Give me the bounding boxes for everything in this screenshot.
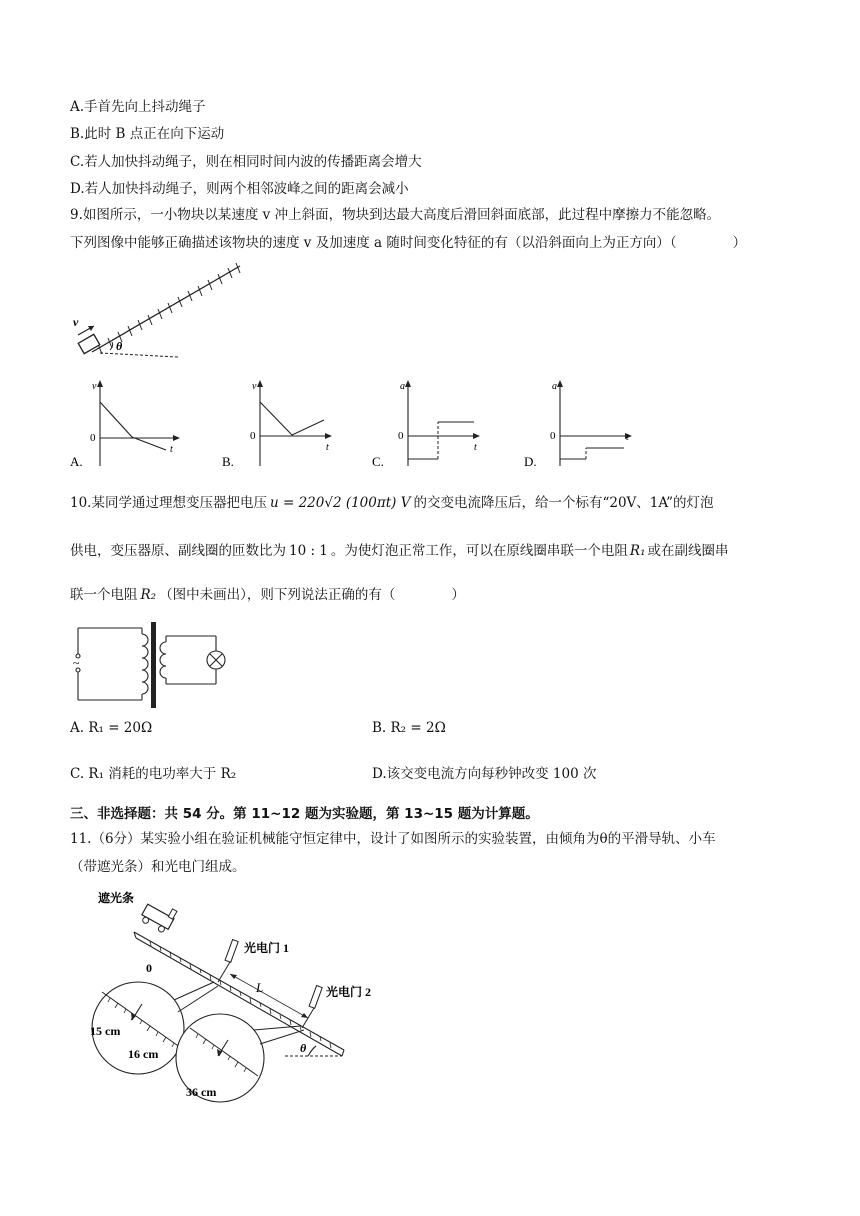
section-heading: 三、非选择题：共 54 分。第 11~12 题为实验题，第 13~15 题为计算题。: [70, 806, 539, 822]
q11-apparatus-figure: [80, 880, 380, 1099]
q10-stem-line2: 供电，变压器原、副线圈的匝数比为 10 : 1 。为使灯泡正常工作，可以在原线圈串联一个电阻 R₁ 或在副线圈串: [70, 543, 729, 559]
q11-stem-line2: （带遮光条）和光电门组成。: [70, 859, 246, 875]
transformer-circuit: [70, 620, 240, 710]
distance-label: L: [256, 980, 264, 995]
q9-graph-d: [524, 378, 644, 468]
graph-c-origin: 0: [398, 430, 404, 442]
q10-option-a: A. R₁ = 20Ω: [70, 720, 153, 736]
q10-stem-line3: 联一个电阻 R₂ （图中未画出），则下列说法正确的有（ ）: [70, 587, 465, 603]
graph-b-origin: 0: [250, 430, 256, 442]
q8-option-a: A.手首先向上抖动绳子: [70, 99, 206, 115]
ac-source-symbol: ~: [73, 656, 80, 670]
q8-option-b: B.此时 B 点正在向下运动: [70, 126, 225, 142]
gate2-label: 光电门 2: [326, 985, 372, 999]
graph-d-x-label: t: [626, 432, 629, 443]
voltage-formula: u = 220√2 (100πt) V: [269, 495, 411, 511]
graph-d-origin: 0: [550, 430, 556, 442]
mag2-reading: 36 cm: [186, 1085, 217, 1099]
graph-b-x-label: t: [326, 442, 329, 453]
graph-c-option: C.: [372, 454, 384, 469]
q9-incline-figure: [70, 260, 260, 370]
q8-option-d: D.若人加快抖动绳子，则两个相邻波峰之间的距离会减小: [70, 181, 409, 197]
q9-stem-line2: 下列图像中能够正确描述该物块的速度 v 及加速度 a 随时间变化特征的有（以沿斜面向上为正方向）（ ）: [70, 235, 747, 251]
q9-graph-a: [70, 378, 190, 468]
theta-label: θ: [300, 1041, 307, 1055]
q9-graph-c: [372, 378, 492, 468]
q10-option-c: C. R₁ 消耗的电功率大于 R₂: [70, 766, 237, 782]
graph-a-y-label: v: [92, 381, 97, 392]
q10-option-b: B. R₂ = 2Ω: [372, 720, 446, 736]
zero-label: 0: [146, 961, 152, 975]
fig-velocity-label: v: [73, 315, 79, 329]
q8-option-c: C.若人加快抖动绳子，则在相同时间内波的传播距离会增大: [70, 154, 422, 170]
graph-a-option: A.: [70, 454, 83, 469]
graph-d-option: D.: [524, 454, 537, 469]
graph-a-x-label: t: [170, 444, 173, 455]
graph-b-option: B.: [222, 454, 234, 469]
q9-graph-b: [222, 378, 342, 468]
graph-d-y-label: a: [552, 381, 557, 392]
graph-c-x-label: t: [474, 442, 477, 453]
q11-stem-line1: 11.（6分）某实验小组在验证机械能守恒定律中，设计了如图所示的实验装置，由倾角为θ的平滑导轨、小车: [70, 831, 716, 847]
graph-c-y-label: a: [400, 381, 405, 392]
q9-stem-line1: 9.如图所示，一小物块以某速度 v 冲上斜面，物块到达最大高度后滑回斜面底部，此过程中摩擦力不能忽略。: [70, 207, 721, 223]
mag1-reading-a: 15 cm: [90, 1024, 121, 1038]
gate1-label: 光电门 1: [244, 941, 290, 955]
graph-b-y-label: v: [252, 381, 257, 392]
mag1-reading-b: 16 cm: [128, 1047, 159, 1061]
q10-option-d: D.该交变电流方向每秒钟改变 100 次: [372, 766, 597, 782]
strip-label: 遮光条: [98, 891, 135, 905]
fig-theta-label: θ: [116, 339, 123, 353]
graph-a-origin: 0: [90, 432, 96, 444]
q10-stem-line1: 10.某同学通过理想变压器把电压 u = 220√2 (100πt) V 的交变电流降压后，给一个标有“20V、1A”的灯泡: [70, 495, 714, 511]
